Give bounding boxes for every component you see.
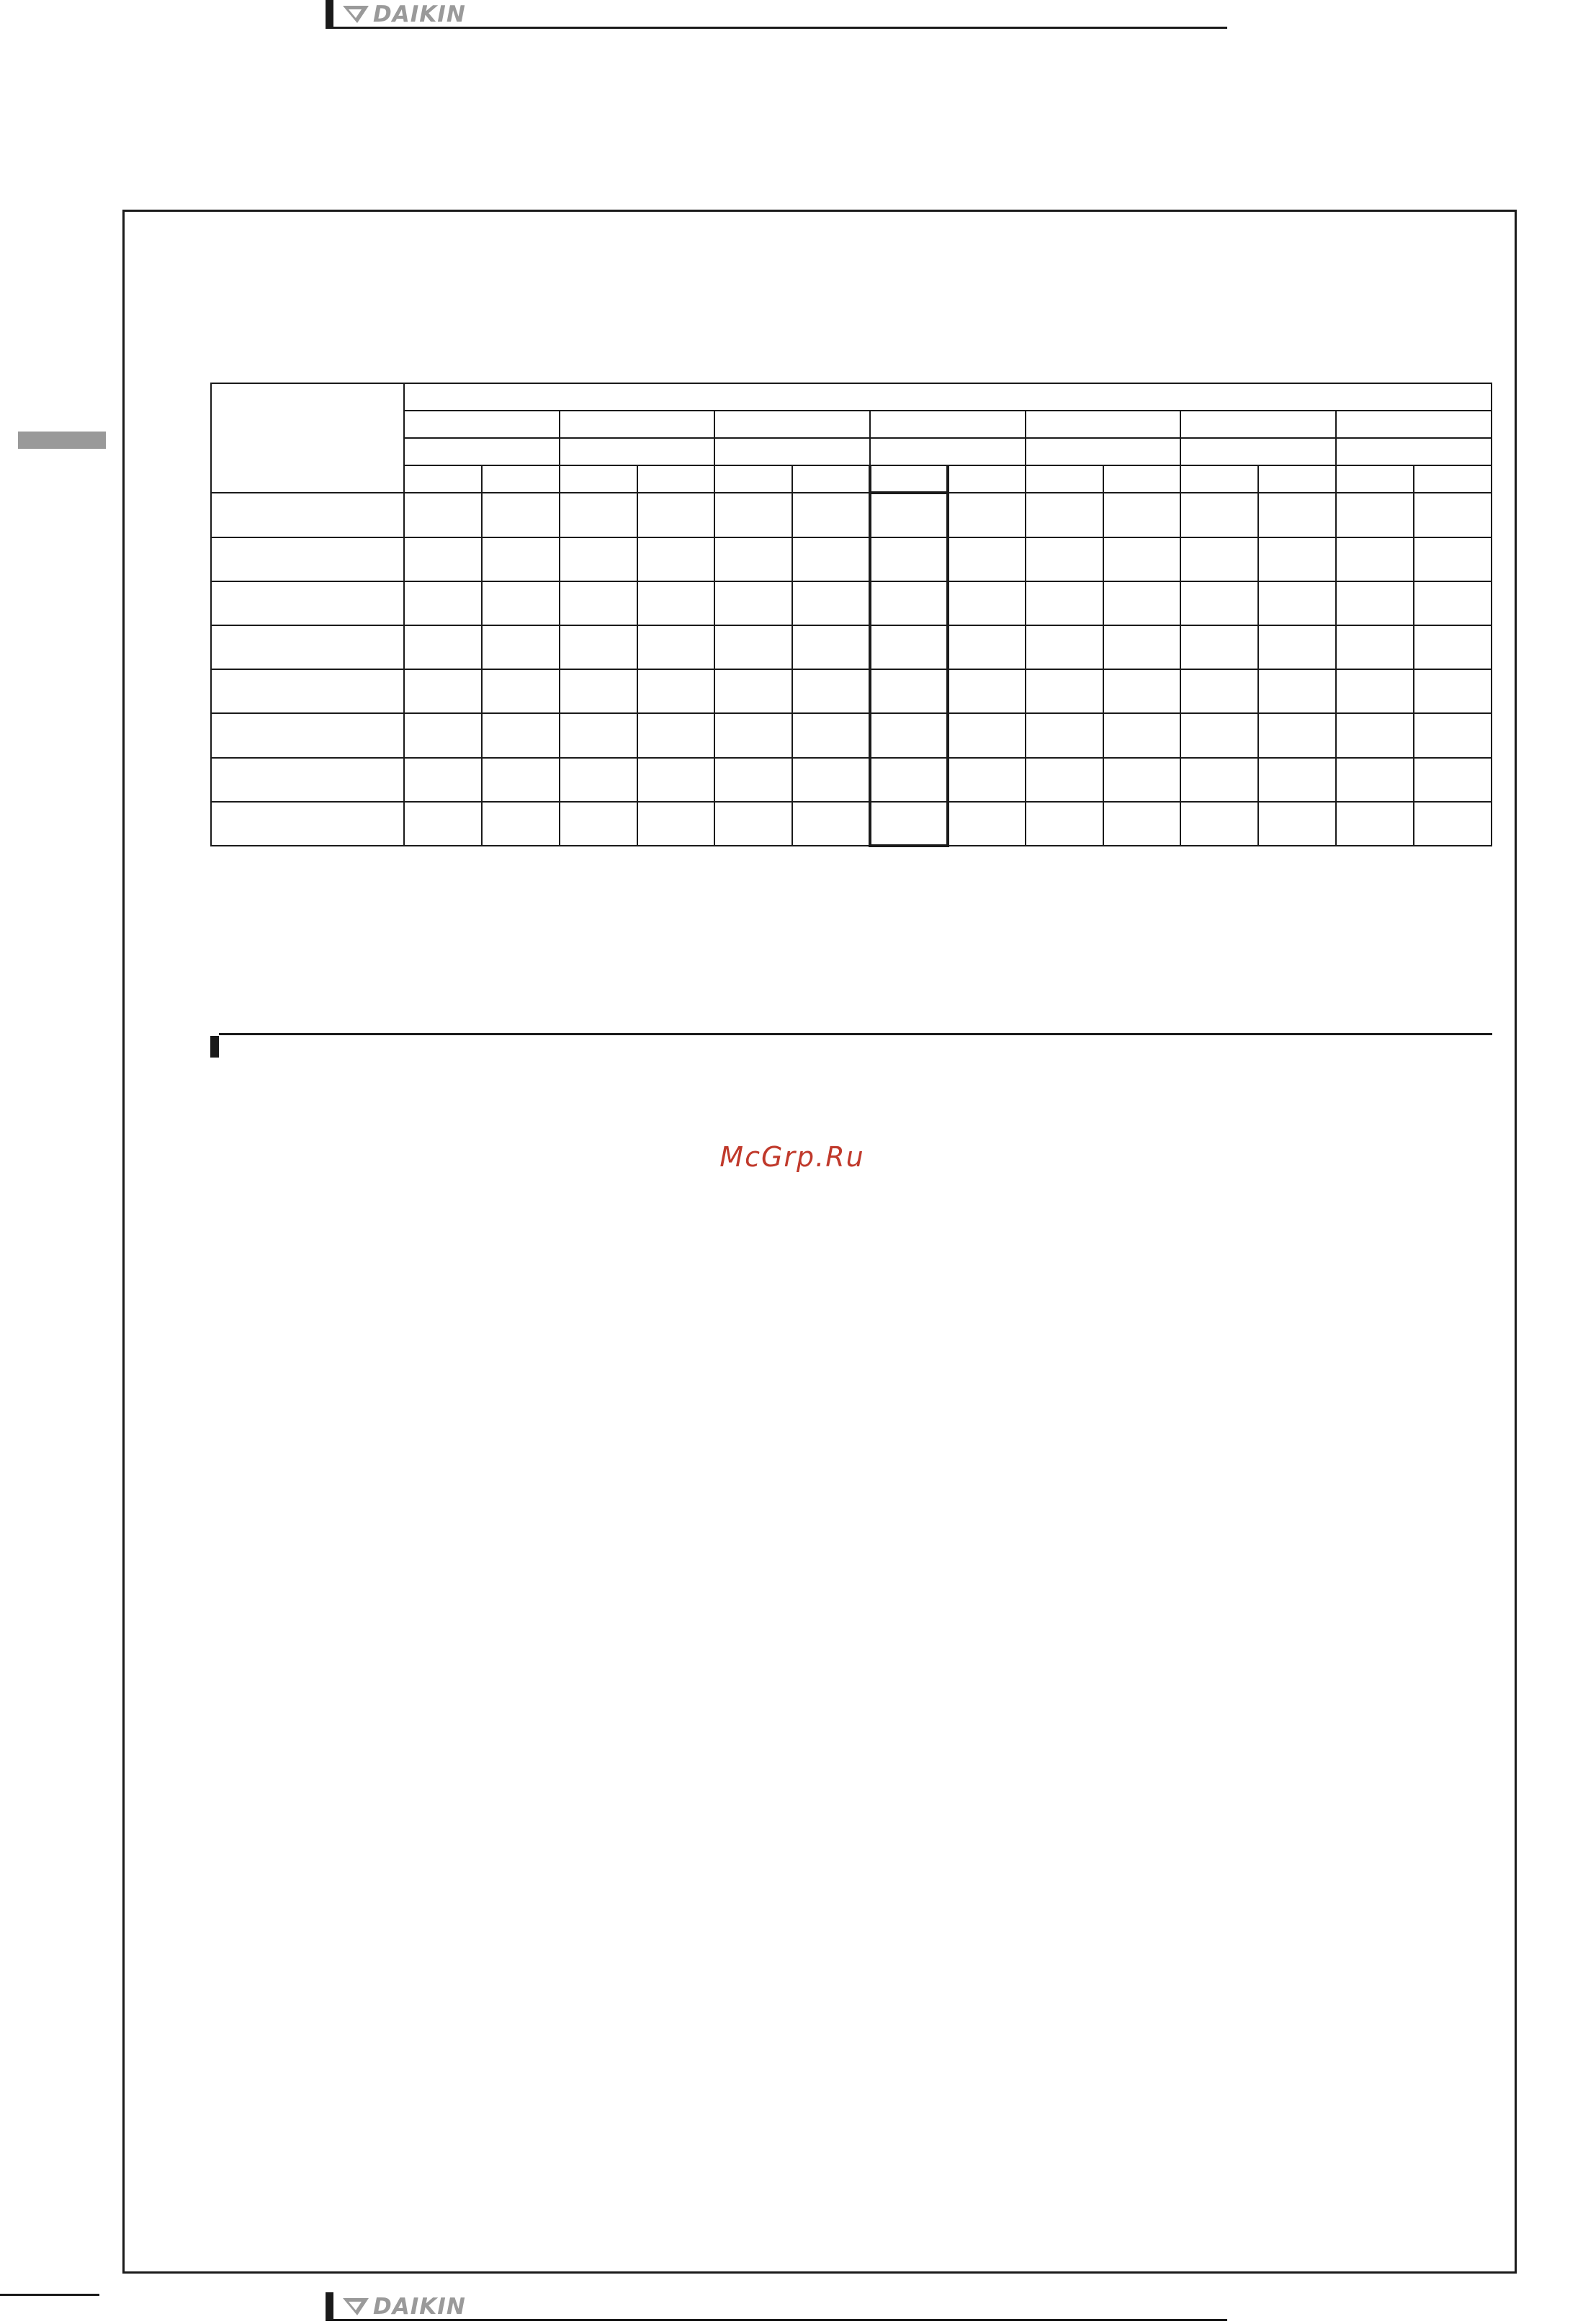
table-row [211, 625, 1492, 669]
table-subheader-cell [637, 465, 715, 493]
table-cell [1258, 758, 1336, 802]
table-cell [1258, 493, 1336, 537]
table-cell [1336, 669, 1414, 713]
table-cell [1026, 537, 1103, 581]
table-cell [1180, 669, 1258, 713]
table-cell [870, 758, 948, 802]
table-cell [482, 713, 560, 757]
table-cell [1026, 493, 1103, 537]
table-cell [948, 581, 1026, 625]
table-cell [482, 581, 560, 625]
table-cell [870, 537, 948, 581]
table-cell [714, 625, 792, 669]
table-cell [870, 713, 948, 757]
table-cell [870, 625, 948, 669]
table-cell [560, 713, 637, 757]
table-cell [482, 758, 560, 802]
table-cell [560, 802, 637, 846]
table-cell [1414, 713, 1492, 757]
table-cell [637, 758, 715, 802]
header-logo-text: DAIKIN [373, 1, 466, 27]
footer-rule [333, 2319, 1227, 2321]
table-cell [404, 493, 482, 537]
table-cell [482, 493, 560, 537]
table-cell [1026, 669, 1103, 713]
table-subheader-cell [482, 465, 560, 493]
table-cell [1414, 669, 1492, 713]
table-cell [1258, 537, 1336, 581]
table-cell [404, 758, 482, 802]
table-subheader-cell [948, 465, 1026, 493]
table-cell [792, 581, 870, 625]
table-cell [792, 713, 870, 757]
table-subheader-cell [560, 465, 637, 493]
table-header-cell [404, 383, 1492, 411]
table-cell [948, 537, 1026, 581]
table-row [211, 713, 1492, 757]
footer-left-rule [0, 2294, 99, 2296]
table-row-label-cell [211, 625, 404, 669]
table-cell [1180, 758, 1258, 802]
table-subheader-cell [1026, 465, 1103, 493]
table-cell [1103, 581, 1181, 625]
side-thumb-tab [18, 432, 106, 449]
table-cell [404, 625, 482, 669]
table-cell [1026, 713, 1103, 757]
table-cell [637, 581, 715, 625]
table-cell [714, 493, 792, 537]
table-cell [1336, 802, 1414, 846]
table-cell [714, 713, 792, 757]
daikin-logo-icon [341, 4, 370, 25]
table-row-label-cell [211, 802, 404, 846]
table-subheader-cell [1336, 465, 1414, 493]
page-header [326, 0, 1227, 30]
table-cell [1103, 669, 1181, 713]
table-cell [1026, 581, 1103, 625]
table-header-cell [560, 411, 715, 438]
table-header-cell [1336, 438, 1492, 465]
table-header-cell [714, 438, 870, 465]
page-footer [326, 2292, 1227, 2323]
table-cell [1336, 493, 1414, 537]
table-cell [714, 581, 792, 625]
table-cell [560, 537, 637, 581]
table-cell [637, 713, 715, 757]
spec-table [210, 383, 1492, 847]
table-cell [560, 581, 637, 625]
table-cell [637, 537, 715, 581]
table-cell [1414, 537, 1492, 581]
table-cell [1414, 581, 1492, 625]
table-header-cell [714, 411, 870, 438]
table-cell [1180, 581, 1258, 625]
table-cell [1103, 537, 1181, 581]
table-cell [1336, 713, 1414, 757]
table-row-label-cell [211, 493, 404, 537]
daikin-logo [341, 1, 466, 27]
table-cell [1103, 493, 1181, 537]
table-subheader-cell [870, 465, 948, 493]
table-cell [1414, 758, 1492, 802]
table-cell [792, 625, 870, 669]
table-cell [404, 537, 482, 581]
table-cell [637, 493, 715, 537]
table-cell [792, 669, 870, 713]
table-subheader-cell [792, 465, 870, 493]
table-cell [404, 802, 482, 846]
table-cell [870, 802, 948, 846]
section-heading-bar [210, 1036, 219, 1058]
table-cell [482, 669, 560, 713]
table-cell [404, 669, 482, 713]
table-cell [948, 802, 1026, 846]
header-bar [326, 0, 333, 29]
table-subheader-cell [1103, 465, 1181, 493]
table-cell [1258, 625, 1336, 669]
table-cell [1258, 669, 1336, 713]
table-cell [560, 758, 637, 802]
table-cell [792, 802, 870, 846]
table-cell [1180, 493, 1258, 537]
table-cell [560, 669, 637, 713]
table-cell [637, 669, 715, 713]
daikin-logo [341, 2294, 466, 2320]
table-row-label-cell [211, 713, 404, 757]
table-row [211, 669, 1492, 713]
table-cell [1103, 802, 1181, 846]
table-cell [1414, 802, 1492, 846]
table-row [211, 581, 1492, 625]
table-cell [1258, 581, 1336, 625]
table-header-cell [870, 438, 1026, 465]
section-heading-line [219, 1033, 1492, 1035]
table-cell [1180, 537, 1258, 581]
table-cell [482, 625, 560, 669]
table-cell [714, 758, 792, 802]
table-header-row [211, 383, 1492, 411]
section-heading-rule [210, 1033, 1492, 1059]
table-cell [404, 581, 482, 625]
table-row-label-cell [211, 537, 404, 581]
table-cell [482, 802, 560, 846]
header-rule [333, 27, 1227, 29]
table-cell [1336, 537, 1414, 581]
table-cell [1258, 802, 1336, 846]
table-header-cell [1180, 438, 1336, 465]
table-cell [1026, 625, 1103, 669]
table-cell [948, 493, 1026, 537]
table-cell [714, 537, 792, 581]
table-cell [1414, 625, 1492, 669]
table-cell [637, 802, 715, 846]
table-cell [1180, 802, 1258, 846]
footer-bar [326, 2292, 333, 2321]
table-cell [482, 537, 560, 581]
table-cell [948, 625, 1026, 669]
table-cell [792, 758, 870, 802]
table-cell [1103, 713, 1181, 757]
table-header-cell [560, 438, 715, 465]
table-header-cell [1180, 411, 1336, 438]
table-cell [792, 537, 870, 581]
table-cell [870, 493, 948, 537]
table-row-label-cell [211, 758, 404, 802]
table-corner-cell [211, 383, 404, 493]
table-header-cell [1026, 411, 1181, 438]
table-cell [1414, 493, 1492, 537]
table-cell [637, 625, 715, 669]
table-header-cell [1026, 438, 1181, 465]
table-cell [1180, 713, 1258, 757]
table-cell [870, 669, 948, 713]
table-row [211, 537, 1492, 581]
table-row [211, 802, 1492, 846]
table-header-cell [404, 411, 560, 438]
table-subheader-cell [1180, 465, 1258, 493]
table-cell [948, 669, 1026, 713]
table-header-cell [870, 411, 1026, 438]
table-cell [870, 581, 948, 625]
daikin-logo-icon [341, 2296, 370, 2318]
table-cell [948, 713, 1026, 757]
table-subheader-cell [1258, 465, 1336, 493]
table-cell [948, 758, 1026, 802]
table-cell [1336, 625, 1414, 669]
table-cell [1103, 625, 1181, 669]
table-row [211, 758, 1492, 802]
table-cell [714, 669, 792, 713]
table-header-cell [1336, 411, 1492, 438]
table-cell [1180, 625, 1258, 669]
table-header-cell [404, 438, 560, 465]
table-cell [1336, 758, 1414, 802]
table-cell [792, 493, 870, 537]
table-row-label-cell [211, 581, 404, 625]
footer-logo-text: DAIKIN [373, 2294, 466, 2320]
table-cell [1336, 581, 1414, 625]
table-cell [560, 625, 637, 669]
table-row-label-cell [211, 669, 404, 713]
table-subheader-cell [714, 465, 792, 493]
table-cell [714, 802, 792, 846]
table-cell [1103, 758, 1181, 802]
table-row [211, 493, 1492, 537]
table-cell [404, 713, 482, 757]
table-subheader-cell [1414, 465, 1492, 493]
table-cell [560, 493, 637, 537]
table-cell [1258, 713, 1336, 757]
watermark-text: McGrp.Ru [719, 1141, 865, 1173]
table-cell [1026, 758, 1103, 802]
table-cell [1026, 802, 1103, 846]
table-subheader-cell [404, 465, 482, 493]
